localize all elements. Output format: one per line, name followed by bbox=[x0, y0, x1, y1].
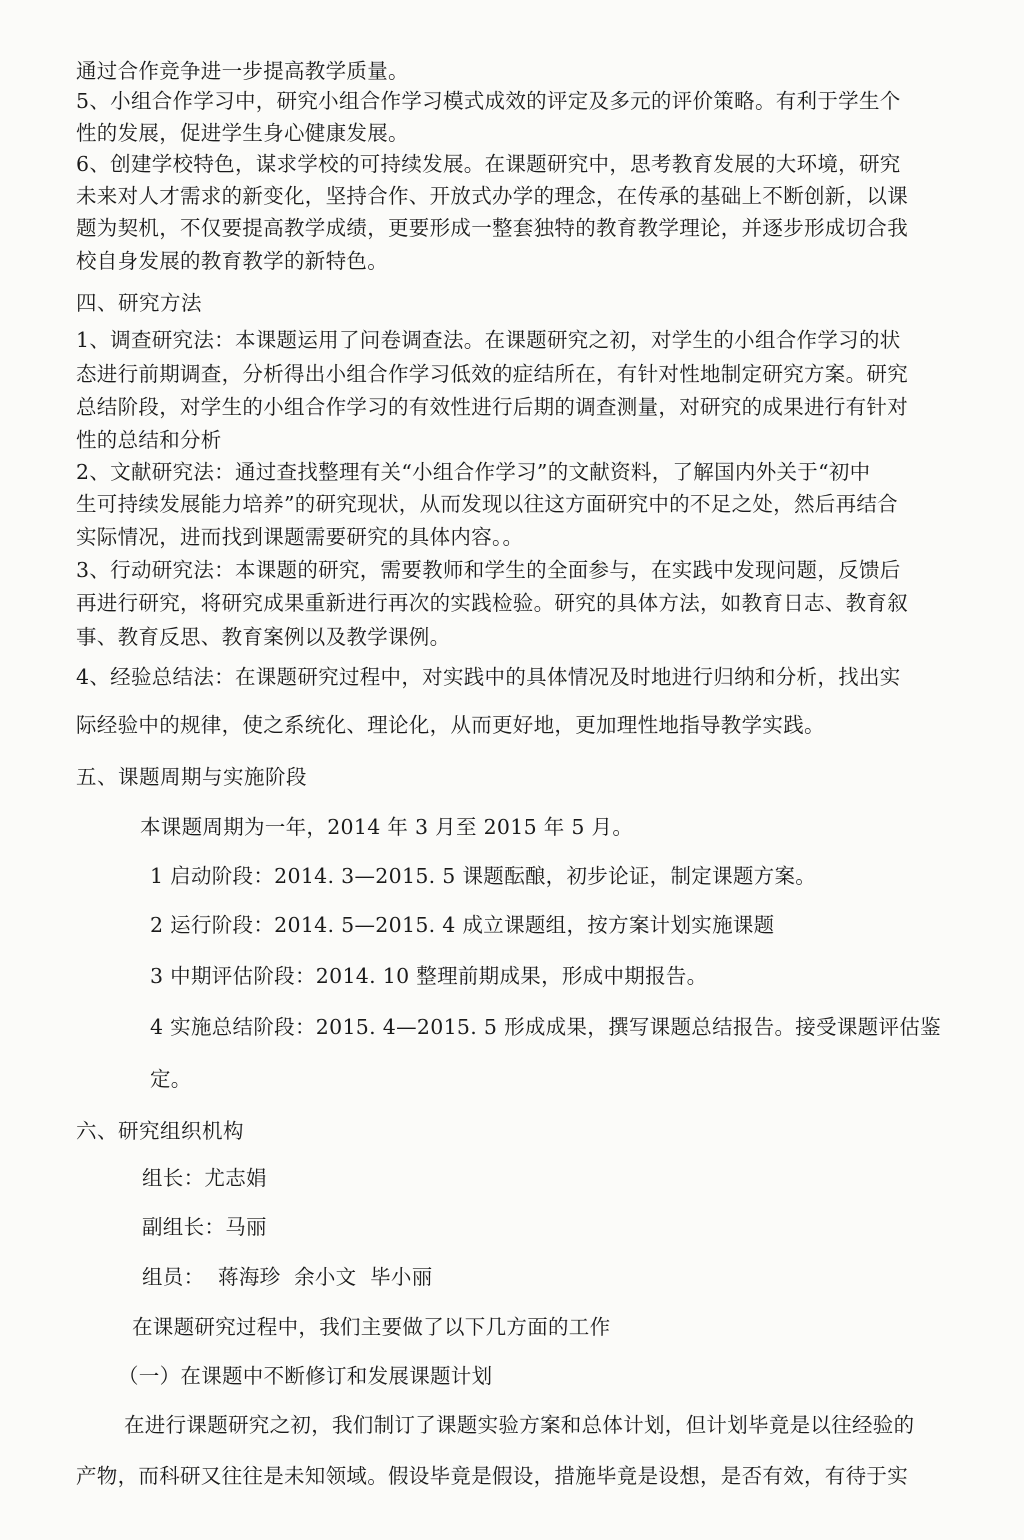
text-line: 未来对人才需求的新变化，坚持合作、开放式办学的理念，在传承的基础上不断创新，以课 bbox=[76, 184, 908, 208]
text-line: 5、小组合作学习中，研究小组合作学习模式成效的评定及多元的评价策略。有利于学生个 bbox=[76, 89, 901, 113]
stage-line: 2 运行阶段：2014. 5—2015. 4 成立课题组，按方案计划实施课题 bbox=[150, 913, 775, 937]
section-heading-organization: 六、研究组织机构 bbox=[76, 1119, 244, 1143]
member-line: 副组长：马丽 bbox=[142, 1215, 267, 1239]
text-line: 总结阶段，对学生的小组合作学习的有效性进行后期的调查测量，对研究的成果进行有针对 bbox=[76, 395, 908, 419]
text-line: 6、创建学校特色，谋求学校的可持续发展。在课题研究中，思考教育发展的大环境，研究 bbox=[76, 152, 901, 176]
text-line: 生可持续发展能力培养”的研究现状，从而发现以往这方面研究中的不足之处，然后再结合 bbox=[76, 492, 898, 516]
text-line: 4、经验总结法：在课题研究过程中，对实践中的具体情况及时地进行归纳和分析，找出实 bbox=[76, 665, 901, 689]
text-line: 在进行课题研究之初，我们制订了课题实验方案和总体计划，但计划毕竟是以往经验的 bbox=[124, 1413, 915, 1437]
section-heading-methods: 四、研究方法 bbox=[76, 291, 202, 315]
subsection-heading: （一）在课题中不断修订和发展课题计划 bbox=[118, 1364, 493, 1388]
text-line: 际经验中的规律，使之系统化、理论化，从而更好地，更加理性地指导教学实践。 bbox=[76, 713, 825, 737]
text-line: 通过合作竞争进一步提高教学质量。 bbox=[76, 59, 409, 83]
text-line: 1、调查研究法：本课题运用了问卷调查法。在课题研究之初，对学生的小组合作学习的状 bbox=[76, 328, 901, 352]
stage-line: 4 实施总结阶段：2015. 4—2015. 5 形成成果，撰写课题总结报告。接受课题评估鉴 bbox=[150, 1015, 941, 1039]
stage-line: 3 中期评估阶段：2014. 10 整理前期成果，形成中期报告。 bbox=[150, 964, 708, 988]
stage-line: 定。 bbox=[150, 1067, 192, 1091]
text-line: 态进行前期调查，分析得出小组合作学习低效的症结所在，有针对性地制定研究方案。研究 bbox=[76, 362, 908, 386]
text-line: 再进行研究，将研究成果重新进行再次的实践检验。研究的具体方法，如教育日志、教育叙 bbox=[76, 591, 908, 615]
stage-line: 1 启动阶段：2014. 3—2015. 5 课题酝酿，初步论证，制定课题方案。 bbox=[150, 864, 817, 888]
text-line: 2、文献研究法：通过查找整理有关“小组合作学习”的文献资料，了解国内外关于“初中 bbox=[76, 460, 871, 484]
section-heading-schedule: 五、课题周期与实施阶段 bbox=[76, 765, 307, 789]
text-line: 3、行动研究法：本课题的研究，需要教师和学生的全面参与，在实践中发现问题，反馈后 bbox=[76, 558, 901, 582]
text-line: 在课题研究过程中，我们主要做了以下几方面的工作 bbox=[132, 1315, 611, 1339]
text-line: 题为契机，不仅要提高教学成绩，更要形成一整套独特的教育教学理论，并逐步形成切合我 bbox=[76, 216, 908, 240]
text-line: 校自身发展的教育教学的新特色。 bbox=[76, 249, 388, 273]
text-line: 性的发展，促进学生身心健康发展。 bbox=[76, 121, 409, 145]
member-line: 组员： 蒋海珍 余小文 毕小丽 bbox=[142, 1265, 433, 1289]
text-line: 事、教育反思、教育案例以及教学课例。 bbox=[76, 625, 451, 649]
text-line: 产物，而科研又往往是未知领域。假设毕竟是假设，措施毕竟是设想，是否有效，有待于实 bbox=[76, 1464, 908, 1488]
member-line: 组长：尤志娟 bbox=[142, 1166, 267, 1190]
text-line: 本课题周期为一年，2014 年 3 月至 2015 年 5 月。 bbox=[140, 815, 634, 839]
text-line: 性的总结和分析 bbox=[76, 428, 222, 452]
text-line: 实际情况，进而找到课题需要研究的具体内容。。 bbox=[76, 525, 524, 549]
